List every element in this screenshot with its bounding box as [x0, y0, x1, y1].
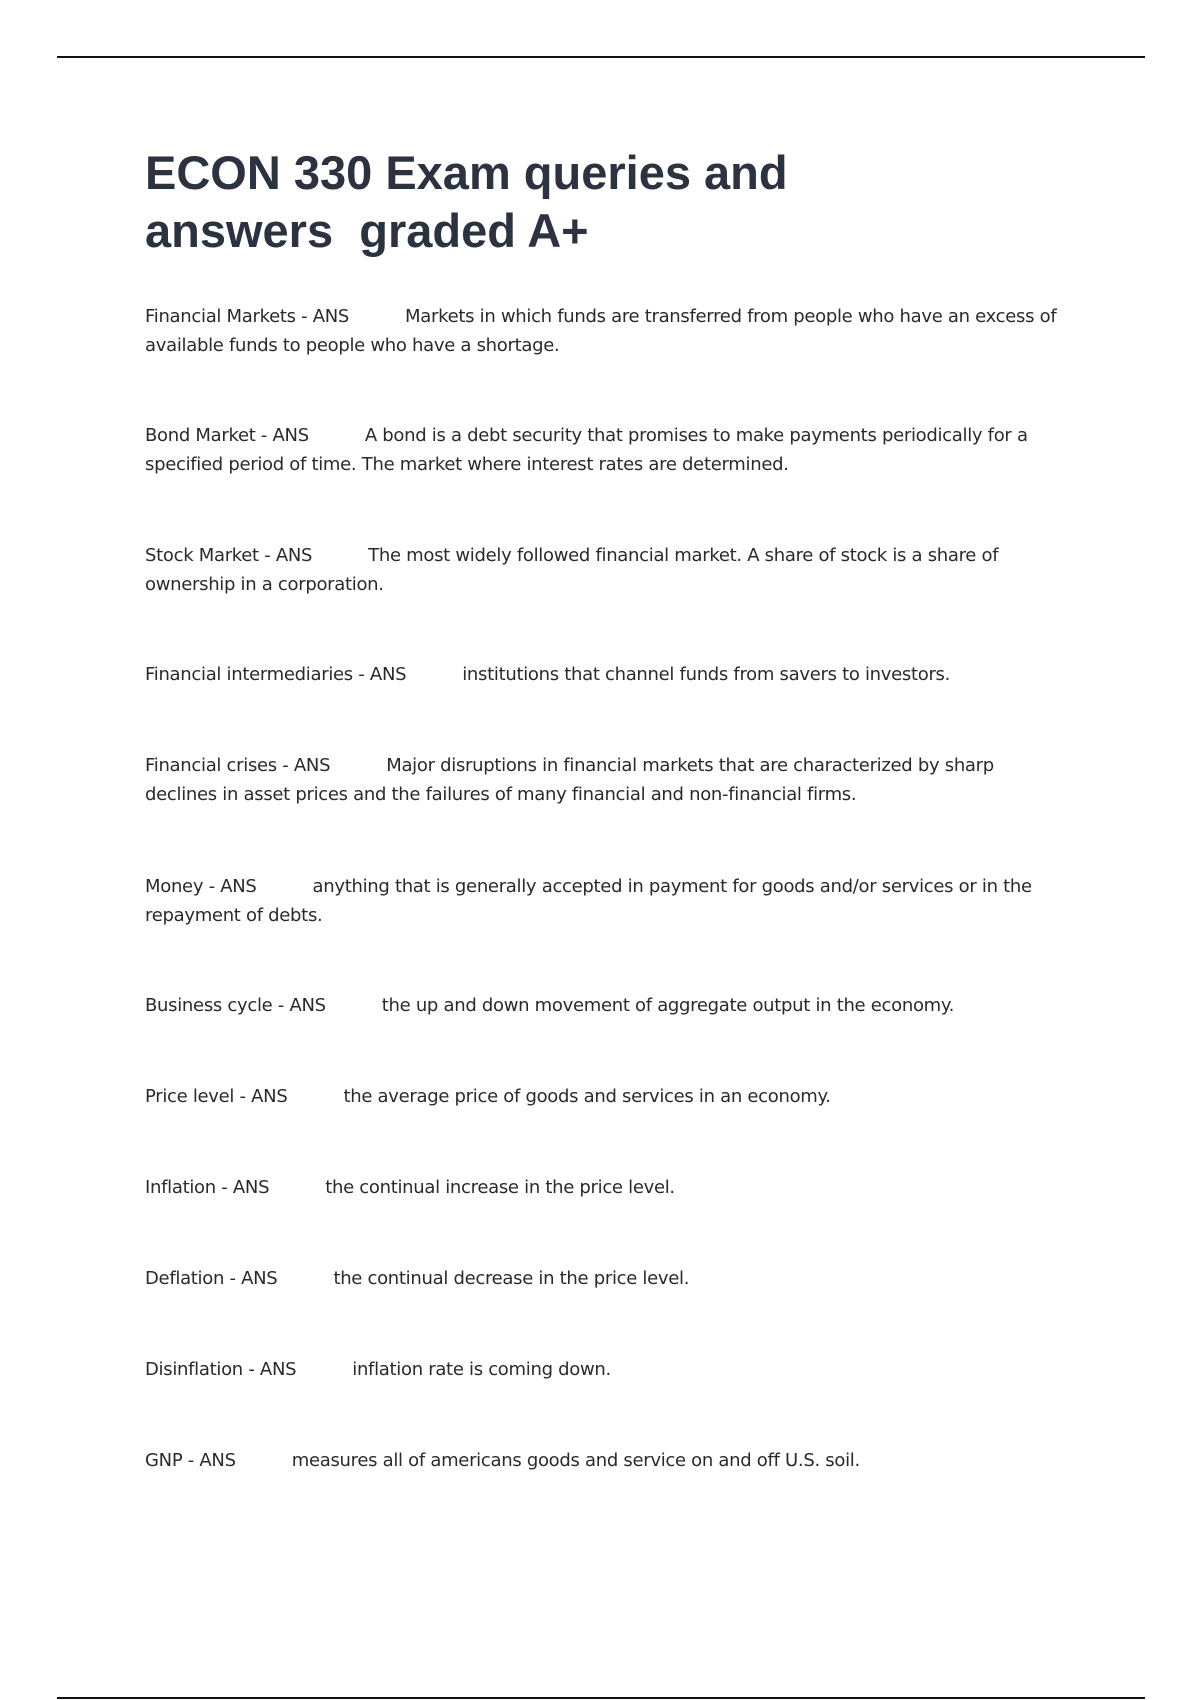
entry-definition: inflation rate is coming down.: [352, 1359, 611, 1380]
qa-entry: [145, 751, 1065, 809]
qa-entry: [145, 1446, 1065, 1475]
entry-definition: the continual decrease in the price level.: [333, 1268, 690, 1289]
entry-term: Inflation - ANS: [145, 1177, 270, 1198]
entry-term: GNP - ANS: [145, 1450, 236, 1471]
entry-definition: measures all of americans goods and service on and off U.S. soil.: [291, 1450, 860, 1471]
qa-entry: [145, 1173, 1065, 1202]
entry-definition: the up and down movement of aggregate output in the economy.: [381, 995, 955, 1016]
entry-definition: institutions that channel funds from savers to investors.: [462, 664, 951, 685]
qa-entry: [145, 421, 1065, 479]
entry-term: Bond Market - ANS: [145, 425, 309, 446]
document-title: ECON 330 Exam queries and answers graded A+: [145, 146, 788, 257]
entry-definition: The most widely followed financial market. A share of stock is a share of ownership in a corporation.: [145, 545, 999, 595]
entry-term: Stock Market - ANS: [145, 545, 313, 566]
qa-entry: [145, 991, 1065, 1020]
qa-entry: [145, 872, 1065, 930]
qa-entry: [145, 660, 1065, 689]
entry-definition: Markets in which funds are transferred from people who have an excess of available funds to people who have a shortage.: [145, 306, 1057, 356]
entry-term: Financial Markets - ANS: [145, 306, 350, 327]
qa-entry: [145, 541, 1065, 599]
entry-term: Financial intermediaries - ANS: [145, 664, 407, 685]
entry-definition: the average price of goods and services in an economy.: [343, 1086, 831, 1107]
qa-entry: [145, 1355, 1065, 1384]
entry-definition: A bond is a debt security that promises to make payments periodically for a specified period of time. The market where interest rates are determined.: [145, 425, 1028, 475]
entry-term: Business cycle - ANS: [145, 995, 326, 1016]
entry-term: Price level - ANS: [145, 1086, 288, 1107]
qa-entry: [145, 302, 1065, 360]
entry-term: Disinflation - ANS: [145, 1359, 297, 1380]
entry-definition: the continual increase in the price level.: [325, 1177, 675, 1198]
entry-term: Financial crises - ANS: [145, 755, 331, 776]
qa-entry: [145, 1082, 1065, 1111]
bottom-rule: [57, 1697, 1145, 1699]
entry-definition: anything that is generally accepted in payment for goods and/or services or in the repayment of debts.: [145, 876, 1032, 926]
entry-definition: Major disruptions in financial markets that are characterized by sharp declines in asset prices and the failures of many financial and non-financial firms.: [145, 755, 994, 805]
qa-entry: [145, 1264, 1065, 1293]
top-rule: [57, 56, 1145, 58]
entry-term: Deflation - ANS: [145, 1268, 278, 1289]
entry-term: Money - ANS: [145, 876, 257, 897]
